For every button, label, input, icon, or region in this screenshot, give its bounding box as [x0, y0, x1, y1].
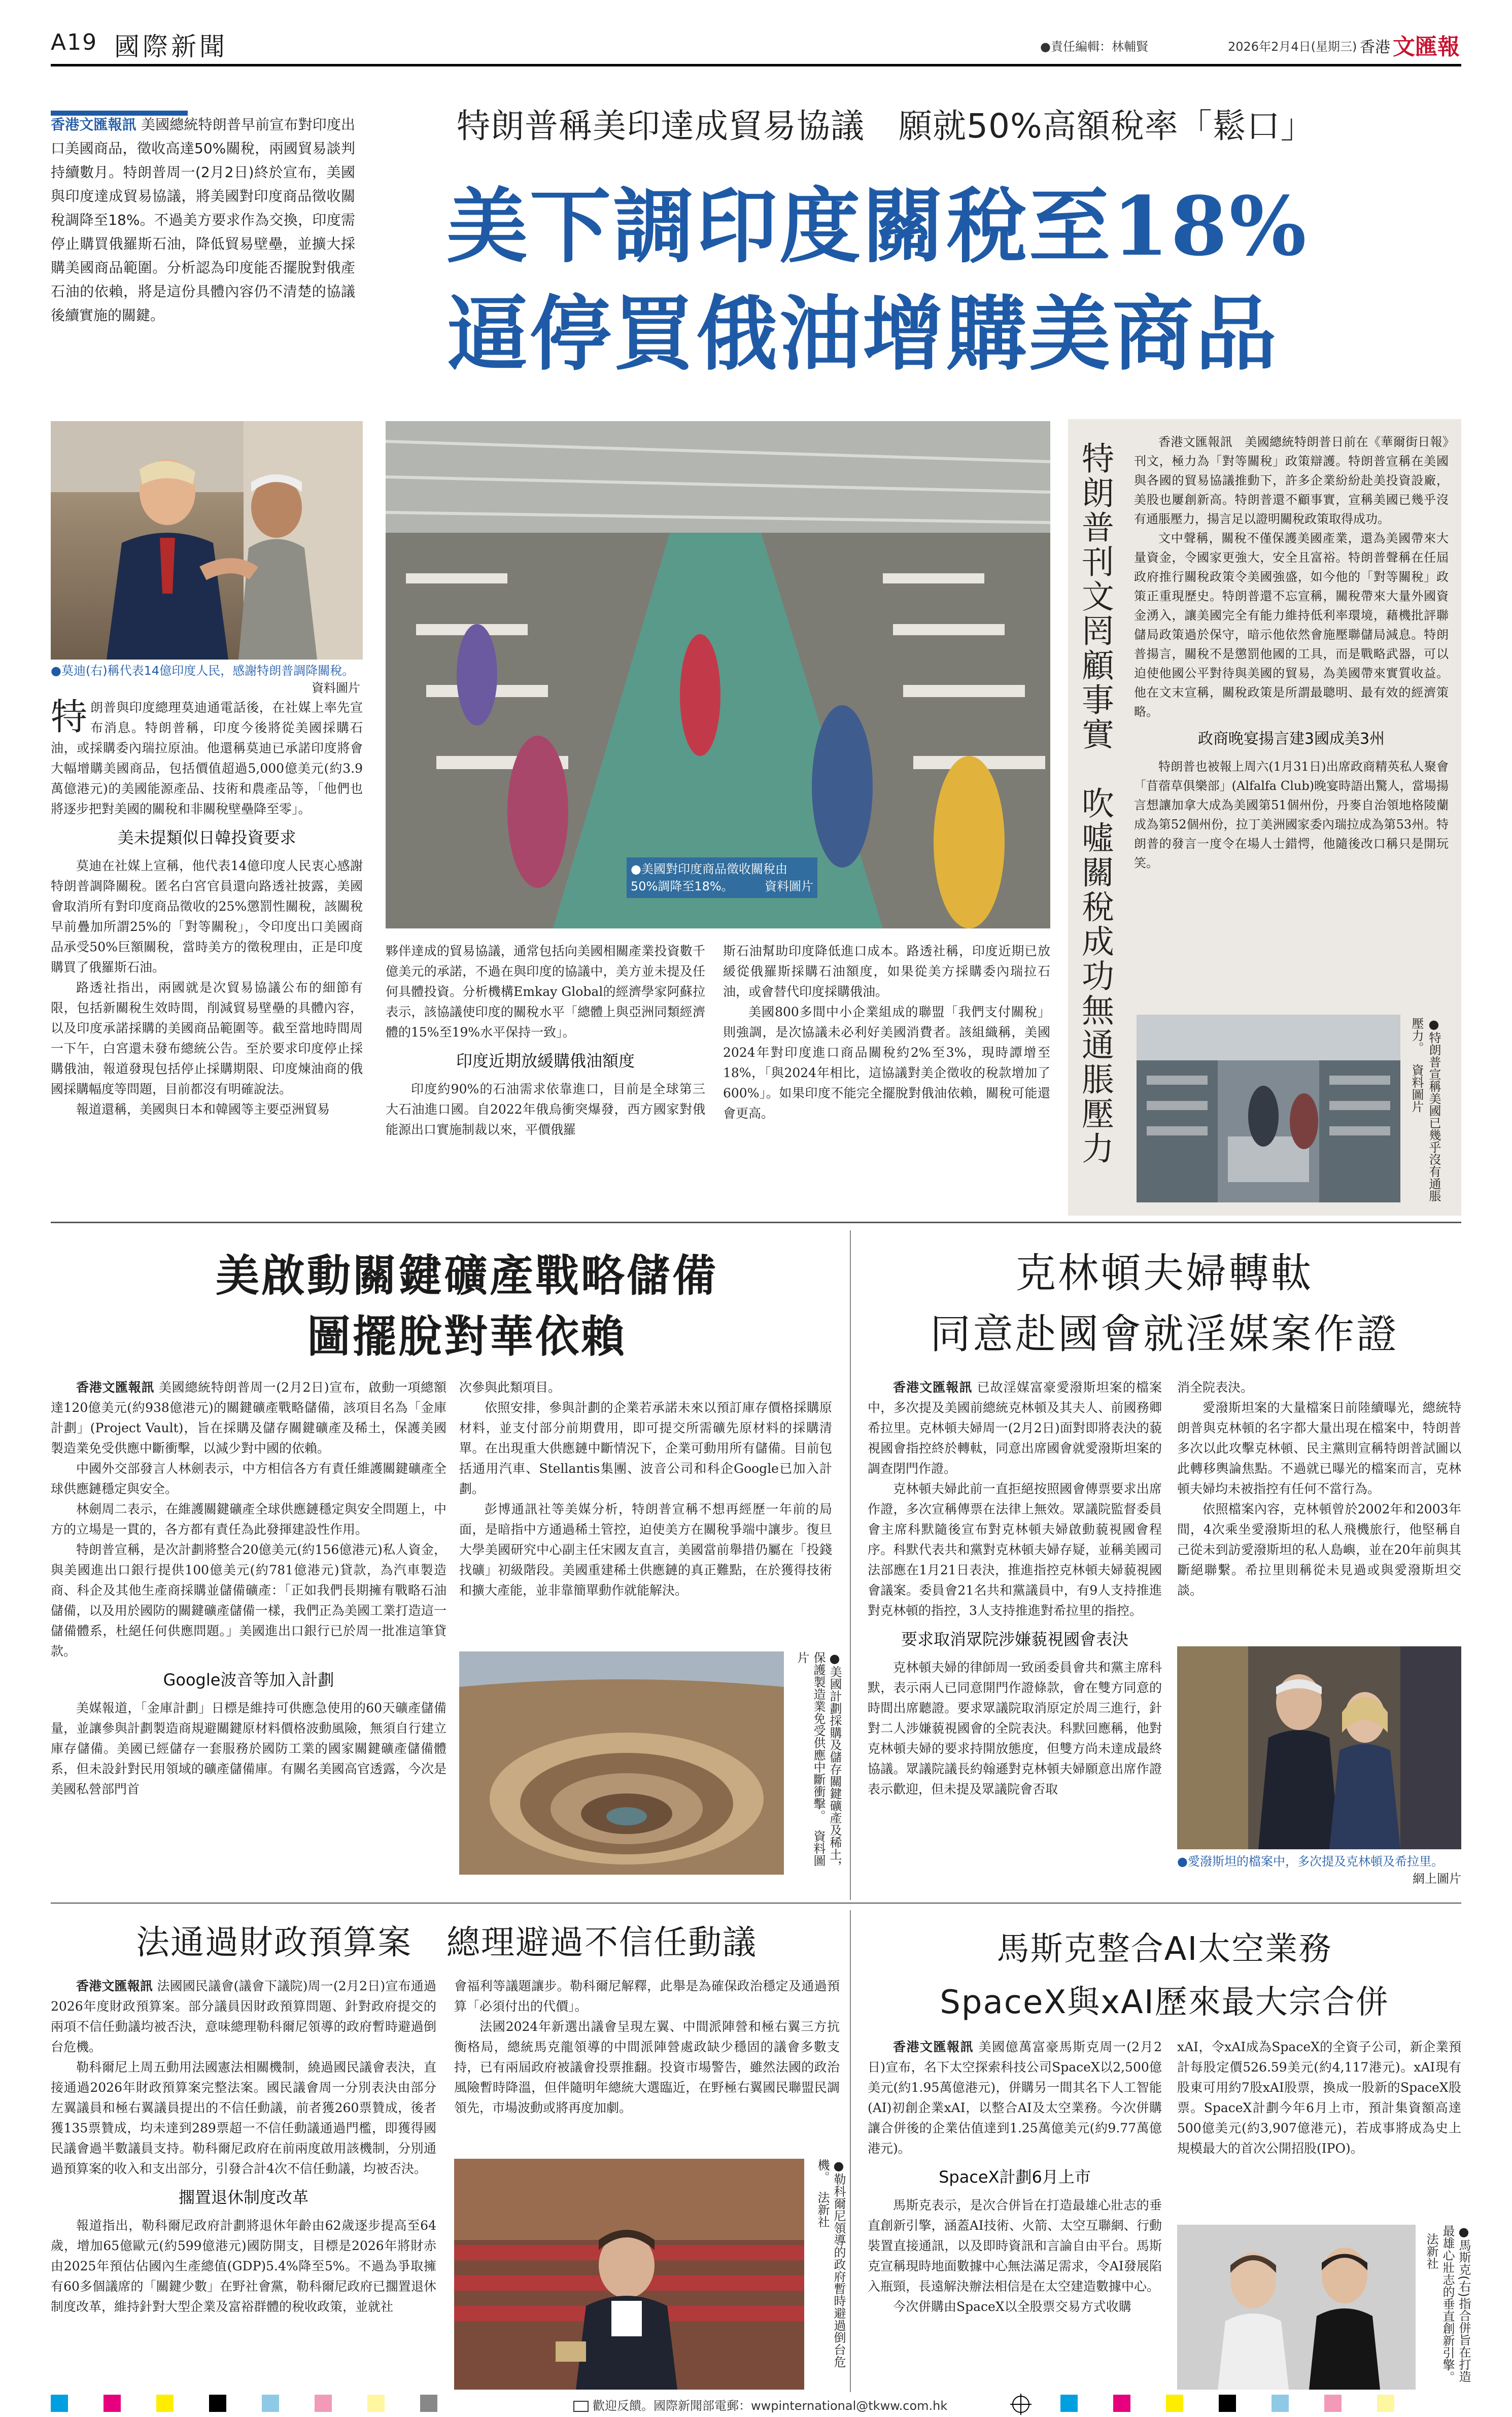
- photo-lecornu-credit: 法新社: [815, 2191, 830, 2228]
- france-subhead: 擱置退休制度改革: [178, 2188, 308, 2207]
- footer-mail-icon: [573, 2401, 589, 2412]
- minerals-p6: 次參與此類項目。: [459, 1380, 561, 1395]
- lead-body-col3: [723, 941, 1050, 1124]
- photo-mine-caption: [794, 1651, 843, 1875]
- clinton-subhead: 要求取消眾院涉嫌藐視國會表決: [901, 1630, 1128, 1649]
- minerals-subhead: Google波音等加入計劃: [163, 1670, 334, 1689]
- minerals-p8: 彭博通訊社等美媒分析，特朗普宣稱不想再經歷一年前的局面，是暗指中方通過稀土管控，迫使美方在關稅爭端中讓步。復旦大學美國研究中心副主任宋國友直言，美國當前舉措仍屬在「投錢找礦」初級階段。美國重建稀土供應鏈的真正難點，在於獲得技術和擴大產能，並非靠簡單動作就能解決。: [459, 1502, 832, 1598]
- spacex-headline-1: 馬斯克整合AI太空業務: [996, 1930, 1332, 1968]
- photo-textile-factory: [386, 421, 1050, 928]
- lead-body-p2: 莫迪在社媒上宣稱，他代表14億印度人民衷心感謝特朗普調降關稅。匿名白宮官員還向路透社披露，美國會取消所有對印度商品徵收的25%懲罰性關稅，該關稅早前疊加所謂25%的「對等關稅」，令印度出口美國商品承受50%巨額關稅，當時美方的徵稅理由，正是印度購買了俄羅斯石油。: [51, 858, 363, 975]
- france-p1: 法國國民議會(議會下議院)周一(2月2日)宣布通過2026年度財政預算案。部分議員因財政預算問題、針對政府提交的兩項不信任動議均被否決，意味總理勒科爾尼領導的政府暫時避過倒台危機。: [51, 1979, 436, 2054]
- clinton-p2: 克林頓夫婦此前一直拒絕按照國會傳票要求出席作證，多次宣稱傳票在法律上無效。眾議院監督委員會主席科默隨後宣布對克林頓夫婦啟動藐視國會程序。科默代表共和黨對克林頓夫婦存疑，並稱美國司法部應在1月21日表決，推進指控克林頓夫婦藐視國會議案。委員會21名共和黨議員中，有9人支持推進對克林頓的指控，3人支持推進對希拉里的指控。: [868, 1481, 1162, 1618]
- photo-textile-factory-credit: 資料圖片: [765, 879, 813, 893]
- lead-body-col3-p1: 斯石油幫助印度降低進口成本。路透社稱，印度近期已放緩從俄羅斯採購石油額度，如果從美方採購委內瑞拉石油，或會替代印度採購俄油。: [723, 944, 1050, 999]
- paper-logo: 文匯報: [1393, 34, 1460, 60]
- spacex-p4: xAI，令xAI成為SpaceX的全資子公司，新企業預計每股定價526.59美元(約4,117港元)。xAI現有股東可用約7股xAI股票，換成一股新的SpaceX股票。SpaceX計劃今年6月上市，預計集資額高達500億美元(約3,907億港元)，若成事將成為史上規模最大的首次公開招股(IPO)。: [1177, 2040, 1461, 2156]
- france-p4: 會福利等議題讓步。勒科爾尼解釋，此舉是為確保政治穩定及通過預算「必須付出的代價」。: [454, 1979, 840, 2014]
- clinton-p5: 愛潑斯坦案的大量檔案日前陸續曝光，總統特朗普與克林頓的名字都大量出現在檔案中，特朗普多次以此攻擊克林頓、民主黨則宣稱特朗普試圖以此轉移輿論焦點。不過就已曝光的檔案而言，克林頓夫婦均未被指控有任何不當行為。: [1177, 1400, 1461, 1496]
- photo-modi-trump-credit: 資料圖片: [312, 681, 360, 695]
- lead-headline-2: 逼停買俄油增購美商品: [446, 286, 1279, 382]
- photo-musk: [1177, 2225, 1416, 2390]
- lead-source: 香港文匯報訊: [51, 116, 136, 133]
- divider-vertical-lower: [850, 1910, 851, 2392]
- minerals-headline-1: 美啟動關鍵礦產戰略儲備: [216, 1250, 718, 1301]
- lead-summary: 美國總統特朗普早前宣布對印度出口美國商品，徵收高達50%關稅，兩國貿易談判持續數月。特朗普周一(2月2日)終於宣布，美國與印度達成貿易協議，將美國對印度商品徵收關稅調降至18%。不過美方要求作為交換，印度需停止購買俄羅斯石油，降低貿易壁壘，並擴大採購美國商品範圍。分析認為印度能否擺脫對俄產石油的依賴，將是這份具體內容仍不清楚的協議後續實施的關鍵。: [51, 116, 355, 324]
- paper-prefix: 香港: [1360, 39, 1390, 56]
- france-p2: 勒科爾尼上周五動用法國憲法相關機制，繞過國民議會表決，直接通過2026年財政預算案完整法案。國民議會周一分別表決由部分左翼議員和極右翼議員提出的不信任動議，前者獲260票贊成，後者獲135票贊成，均未達到289票超一不信任動議通過門檻，即獲得國民議會過半數議員支持。勒科爾尼政府在前兩度啟用該機制，分別通過預算案的收入和支出部分，引發合計4次不信任動議，均被否決。: [51, 2060, 436, 2176]
- clinton-p1: 已故淫媒富豪愛潑斯坦案的檔案中，多次提及美國前總統克林頓及其夫人、前國務卿希拉里。克林頓夫婦周一(2月2日)面對即將表決的藐視國會指控終於轉軚，同意出席國會就愛潑斯坦案的調查閉門作證。: [868, 1380, 1162, 1476]
- sidebar-subhead: 政商晚宴揚言建3國成美3州: [1197, 730, 1385, 748]
- france-headline: 法通過財政預算案 總理避過不信任動議: [136, 1923, 757, 1962]
- photo-clintons-credit: 網上圖片: [1413, 1872, 1461, 1886]
- photo-textile-factory-caption: [627, 857, 817, 898]
- photo-lecornu-caption: [814, 2159, 847, 2390]
- photo-modi-trump-caption: [51, 662, 360, 697]
- lead-body-col1: [51, 698, 363, 1120]
- lead-subhead-1: 美未提類似日韓投資要求: [117, 828, 296, 847]
- photo-supermarket: [1137, 1015, 1400, 1202]
- divider-vertical-mid: [850, 1230, 851, 1900]
- photo-clintons-art: [1177, 1646, 1461, 1849]
- sidebar-body: [1134, 432, 1449, 873]
- lead-summary-bar: [51, 111, 188, 116]
- clinton-headline-2: 同意赴國會就淫媒案作證: [930, 1310, 1399, 1358]
- france-source: 香港文匯報訊: [76, 1979, 153, 1993]
- sidebar-p2: 文中聲稱，關稅不僅保護美國產業，還為美國帶來大量資金，令國家更強大，安全且富裕。特朗普聲稱在任屆政府推行關稅政策令美國強盛，如今他的「對等關稅」政策正重現歷史。特朗普還不忘宣稱，關稅帶來大量外國資金湧入，讓美國完全有能力維持低利率環境，藉機批評聯儲局政策過於保守，暗示他依然會施壓聯儲局減息。特朗普揚言，關稅不是懲罰他國的工具，而是戰略武器，可以迫使他國公平對待與美國的貿易，為美國帶來實質收益。他在文末宣稱，關稅政策是所謂最聰明、最有效的經濟策略。: [1134, 531, 1449, 719]
- minerals-p1: 美國總統特朗普周一(2月2日)宣布，啟動一項總額達120億美元(約938億港元)的關鍵礦產戰略儲備，該項目名為「金庫計劃」(Project Vault)，旨在採購及儲存關鍵礦產及稀土，保護美國製造業免受供應中斷衝擊，以減少對中國的依賴。: [51, 1380, 446, 1456]
- sidebar-p1: 香港文匯報訊 美國總統特朗普日前在《華爾街日報》刊文，極力為「對等關稅」政策辯護。特朗普宣稱在美國與各國的貿易協議推動下，許多企業紛紛赴美投資設廠，美股也屢創新高。特朗普還不顧事實，宣稱美國已幾乎沒有通脹壓力，揚言足以證明關稅政策取得成功。: [1134, 435, 1449, 526]
- minerals-p3: 林劍周二表示，在維護關鍵礦產全球供應鏈穩定與安全問題上，中方的立場是一貫的，各方都有責任為此發揮建設性作用。: [51, 1502, 446, 1537]
- lead-body-col2-p2: 印度約90%的石油需求依靠進口，目前是全球第三大石油進口國。自2022年俄烏衝突爆發，西方國家對俄能源出口實施制裁以來，平價俄羅: [386, 1082, 705, 1137]
- lead-body-p3: 路透社指出，兩國就是次貿易協議公布的細節有限，包括新關稅生效時間，削減貿易壁壘的具體內容，以及印度承諾採購的美國商品範圍等。截至當地時間周一下午，白宮還未發布總統公告。至於要求印度停止採購俄油，報道發現包括停止採購期限、印度煉油商的俄國採購幅度等問題，目前都沒有明確說法。: [51, 980, 363, 1096]
- photo-clintons-caption: [1177, 1853, 1461, 1887]
- france-p3: 報道指出，勒科爾尼政府計劃將退休年齡由62歲逐步提高至64歲，增加65億歐元(約599億港元)國防開支，目標是2026年將財赤由2025年預估佔國內生產總值(GDP)5.4%降至5%。不過為爭取擁有60多個議席的「關鍵少數」在野社會黨，勒科爾尼政府已擱置退休制度改革，維持針對大型企業及富裕群體的稅收政策，並就社: [51, 2218, 436, 2314]
- photo-mine-art: [459, 1651, 784, 1875]
- divider-lead: [51, 1222, 1461, 1223]
- spacex-p2: 馬斯克表示，是次合併旨在打造最雄心壯志的垂直創新引擎，涵蓋AI技術、火箭、太空互聯網、行動裝置直接通訊，以及即時資訊和言論自由平台。馬斯克宣稱現時地面數據中心無法滿足需求，令AI發展陷入瓶頸，長遠解決辦法相信是在太空建造數據中心。: [868, 2198, 1162, 2294]
- photo-musk-caption-text: ●馬斯克(右)指合併旨在打造最雄心壯志的垂直創新引擎。: [1440, 2225, 1471, 2383]
- minerals-col1: [51, 1377, 446, 1800]
- minerals-p2: 中國外交部發言人林劍表示，中方相信各方有責任維護關鍵礦產全球供應鏈穩定與安全。: [51, 1461, 446, 1496]
- lead-dropcap: 特: [51, 696, 88, 738]
- photo-mine-credit: 資料圖片: [795, 1651, 826, 1867]
- photo-supermarket-art: [1137, 1015, 1400, 1202]
- lead-body-col2-p1: 夥伴達成的貿易協議，通常包括向美國相關產業投資數千億美元的承諾，不過在與印度的協議中，美方並未提及任何具體投資。分析機構Emkay Global的經濟學家阿蘇拉表示，該協議使印度的關稅水平「總體上與亞洲同類經濟體的15%至19%水平保持一致」。: [386, 944, 705, 1040]
- photo-lecornu-art: [454, 2159, 804, 2390]
- lead-summary-box: [51, 113, 355, 402]
- spacex-col1: [868, 2037, 1162, 2317]
- registration-mark: [1012, 2396, 1029, 2413]
- minerals-p7: 依照安排，參與計劃的企業若承諾未來以預訂庫存價格採購原材料，並支付部分前期費用，即可提交所需礦先原材料的採購清單。在出現重大供應鏈中斷情況下，企業可動用所有儲備。目前包括通用汽車、Stellantis集團、波音公司和科企Google已加入計劃。: [459, 1400, 832, 1496]
- lead-subhead-2: 印度近期放緩購俄油額度: [456, 1051, 635, 1071]
- spacex-subhead: SpaceX計劃6月上市: [939, 2167, 1091, 2187]
- minerals-headline-2: 圖擺脫對華依賴: [307, 1311, 627, 1362]
- photo-lecornu-caption-text: ●勒科爾尼領導的政府暫時避過倒台危機。: [815, 2159, 846, 2368]
- clinton-source: 香港文匯報訊: [893, 1380, 973, 1395]
- spacex-source: 香港文匯報訊: [893, 2040, 974, 2054]
- clinton-p4: 消全院表決。: [1177, 1380, 1254, 1395]
- minerals-source: 香港文匯報訊: [76, 1380, 155, 1395]
- minerals-p4: 特朗普宣稱，是次計劃將整合20億美元(約156億港元)私人資金，與美國進出口銀行提供100億美元(約781億港元)貸款，為汽車製造商、科企及其他生產商採購並儲備礦產：「正如我們長期擁有戰略石油儲備，以及用於國防的關鍵礦產儲備一樣，我們正為美國工業打造這一儲備體系，杜絕任何供應問題。」美國進出口銀行已於周一批准這筆貸款。: [51, 1542, 446, 1659]
- spacex-p1: 美國億萬富豪馬斯克周一(2月2日)宣布，名下太空探索科技公司SpaceX以2,500億美元(約1.95萬億港元)，併購另一間其名下人工智能(AI)初創企業xAI，以整合AI及太空業務。今次併購讓合併後的企業估值達到1.25萬億美元(約9.77萬億港元)。: [868, 2040, 1162, 2156]
- photo-musk-credit: 法新社: [1424, 2233, 1438, 2269]
- header-rule: [51, 64, 1461, 66]
- photo-clintons: [1177, 1646, 1461, 1849]
- page-number: A19: [51, 29, 98, 55]
- spacex-headline-2: SpaceX與xAI歷來最大宗合併: [940, 1984, 1389, 2021]
- minerals-p5: 美媒報道，「金庫計劃」日標是維持可供應急使用的60天礦產儲備量，並讓參與計劃製造商規避關鍵原材料價格波動風險，無須自行建立庫存儲備。美國已經儲存一套服務於國防工業的國家關鍵礦產儲備體系，但未設針對民用領域的礦產儲備庫。有關名美國高官透露，今次是美國私營部門首: [51, 1701, 446, 1797]
- color-bar-right: [1060, 2395, 1394, 2415]
- section-title: 國際新聞: [114, 32, 228, 61]
- footer-feedback: [573, 2396, 947, 2413]
- photo-textile-factory-caption-text: ●美國對印度商品徵收關稅由50%調降至18%。: [631, 862, 787, 893]
- photo-modi-trump-caption-text: ●莫迪(右)稱代表14億印度人民，感謝特朗普調降關稅。: [51, 664, 355, 678]
- spacex-p3: 今次併購由SpaceX以全股票交易方式收購: [893, 2299, 1131, 2314]
- clinton-headline-1: 克林頓夫婦轉軚: [1015, 1250, 1314, 1297]
- clinton-col2: [1177, 1377, 1461, 1601]
- clinton-p6: 依照檔案內容，克林頓曾於2002年和2003年間，4次乘坐愛潑斯坦的私人飛機旅行，他堅稱自己從未到訪愛潑斯坦的私人島嶼，並在20年前與其斷絕聯繫。希拉里則稱從未見過或與愛潑斯坦交談。: [1177, 1502, 1461, 1598]
- lead-body-p4: 報道還稱，美國與日本和韓國等主要亞洲貿易: [76, 1102, 330, 1117]
- lead-body-p1: 朗普與印度總理莫迪通電話後，在社媒上率先宣布消息。特朗普稱，印度今後將從美國採購石油，或採購委內瑞拉原油。他還稱莫迪已承諾印度將會大幅增購美國商品，包括價值超過5,000億美元(約3.9萬億港元)的美國能源產品、技術和農產品等，「他們也將逐步把對美國的關稅和非關稅壁壘降至零」。: [51, 700, 363, 816]
- editor-credit: ●責任編輯：林輔賢: [1040, 40, 1148, 54]
- lead-headline-1: 美下調印度關稅至18%: [446, 179, 1309, 274]
- photo-lecornu: [454, 2159, 804, 2390]
- color-bar-left: [51, 2395, 473, 2415]
- photo-textile-factory-art: [386, 421, 1050, 928]
- divider-lower: [51, 1903, 1461, 1904]
- photo-clintons-caption-text: ●愛潑斯坦的檔案中，多次提及克林頓及希拉里。: [1177, 1854, 1444, 1869]
- issue-date: 2026年2月4日(星期三): [1228, 40, 1357, 54]
- france-p5: 法國2024年新選出議會呈現左翼、中間派陣營和極右翼三方抗衡格局，總統馬克龍領導的中間派陣營處政缺少穩固的議會多數支持，已有兩屆政府被議會投票推翻。投資市場警告，雖然法國的政治風險暫時降溫，但伴隨明年總統大選臨近，在野極右翼國民聯盟民調領先，市場波動或將再度加劇。: [454, 2019, 840, 2115]
- france-col2: [454, 1976, 840, 2118]
- photo-modi-trump-art: [51, 421, 363, 660]
- sidebar-p3: 特朗普也被報上周六(1月31日)出席政商精英私人聚會「苜蓿草俱樂部」(Alfalfa Club)晚宴時語出驚人，當場揚言想讓加拿大成為美國第51個州份，丹麥自治領地格陵蘭成為第52個州份，拉丁美洲國家委內瑞拉成為第53州。特朗普的發言一度令在場人士錯愕，他隨後改口稱只是開玩笑。: [1134, 759, 1449, 870]
- photo-supermarket-caption: [1408, 1017, 1442, 1205]
- photo-supermarket-credit: 資料圖片: [1410, 1064, 1424, 1113]
- photo-modi-trump: [51, 421, 363, 660]
- footer-feedback-text: 歡迎反饋。國際新聞部電郵：wwpinternational@tkww.com.hk: [593, 2399, 948, 2413]
- sidebar-headline: 特朗普刊文罔顧事實 吹噓關稅成功無通脹壓力: [1076, 441, 1114, 1166]
- photo-supermarket-caption-text: ●特朗普宣稱美國已幾乎沒有通脹壓力。: [1410, 1017, 1441, 1202]
- photo-mine: [459, 1651, 784, 1875]
- spacex-col2: [1177, 2037, 1461, 2159]
- lead-body-col2: [386, 941, 705, 1140]
- photo-mine-caption-text: ●美國計劃採購及儲存關鍵礦產及稀土，保護製造業免受供應中斷衝擊。: [811, 1651, 842, 1873]
- clinton-col1: [868, 1377, 1162, 1800]
- photo-musk-caption: [1423, 2225, 1472, 2392]
- lead-kicker: 特朗普稱美印達成貿易協議 願就50%高額稅率「鬆口」: [457, 107, 1315, 146]
- photo-musk-art: [1177, 2225, 1416, 2390]
- france-col1: [51, 1976, 436, 2317]
- clinton-p3: 克林頓夫婦的律師周一致函委員會共和黨主席科默，表示兩人已同意開門作證條款，會在雙方同意的時間出席聽證。要求眾議院取消原定於周三進行，針對二人涉嫌藐視國會的全院表決。科默回應稱，他對克林頓夫婦的要求持開放態度，但雙方尚未達成最終協議。眾議院議長約翰遜對克林頓夫婦願意出席作證表示歡迎，但未提及眾議院會否取: [868, 1660, 1162, 1797]
- minerals-col2: [459, 1377, 832, 1601]
- lead-body-col3-p2: 美國800多間中小企業組成的聯盟「我們支付關稅」則強調，是次協議未必利好美國消費者。該組織稱，美國2024年對印度進口商品關稅約2%至3%，現時譚增至18%，「與2024年相比，這協議對美企徵收的稅款增加了600%」。如果印度不能完全擺脫對俄油依賴，關稅可能還會更高。: [723, 1005, 1050, 1121]
